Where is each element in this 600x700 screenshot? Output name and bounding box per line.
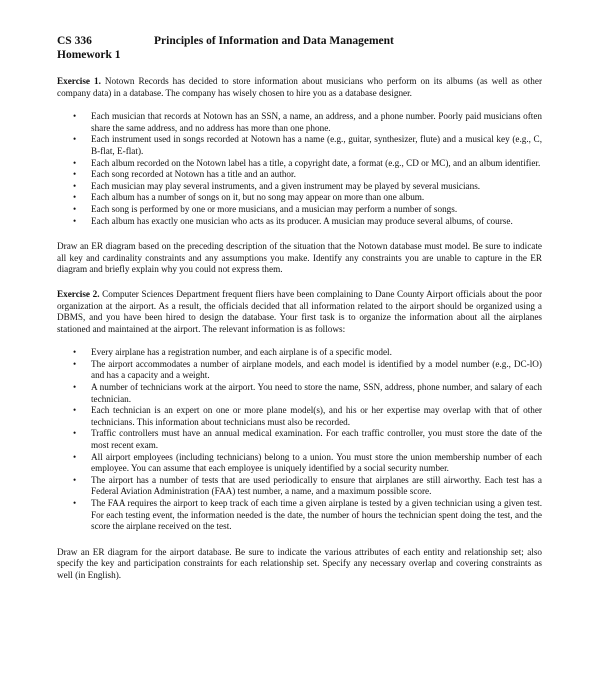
course-code: CS 336 <box>57 35 92 47</box>
list-item: • The airport has a number of tests that are used periodically to ensure that airplanes are still airworthy. Each test has a Federal Aviation Administration (FAA) test number, a name, and a maximum possible score. <box>57 475 542 498</box>
exercise2-intro <box>57 289 542 335</box>
exercise1-task: Draw an ER diagram based on the preceding description of the situation that the Notown database must model. Be sure to indicate all key and cardinality constraints and any assumptions you make. Identify any constraints you are unable to capture in the ER diagram and briefly explain why you could not express them. <box>57 241 542 275</box>
list-item: • Each album has a number of songs on it, but no song may appear on more than one album. <box>57 192 542 204</box>
list-item: • The FAA requires the airport to keep track of each time a given airplane is tested by a given technician using a given test. For each testing event, the information needed is the date, the number of hours the technician spent doing the test, and the score the airplane received on the test. <box>57 498 542 533</box>
list-item: • Traffic controllers must have an annual medical examination. For each traffic controller, you must store the date of the most recent exam. <box>57 428 542 451</box>
list-item: • A number of technicians work at the airport. You need to store the name, SSN, address, phone number, and salary of each technician. <box>57 382 542 405</box>
list-item: • Each song is performed by one or more musicians, and a musician may perform a number of songs. <box>57 204 542 216</box>
list-item: • Every airplane has a registration number, and each airplane is of a specific model. <box>57 347 542 359</box>
exercise1-intro <box>57 76 542 99</box>
list-item: • Each musician may play several instruments, and a given instrument may be played by several musicians. <box>57 181 542 193</box>
list-item: • Each instrument used in songs recorded at Notown has a name (e.g., guitar, synthesizer, flute) and a musical key (e.g., C, B-flat, E-flat). <box>57 134 542 157</box>
exercise1-label: Exercise 1. <box>57 76 101 86</box>
exercise2-task: Draw an ER diagram for the airport database. Be sure to indicate the various attributes of each entity and relationship set; also specify the key and participation constraints for each relationship set. Specify any necessary overlap and covering constraints as well (in English). <box>57 546 542 580</box>
list-item: • Each technician is an expert on one or more plane model(s), and his or her expertise may overlap with that of other technicians. This information about technicians must also be recorded. <box>57 405 542 428</box>
list-item: • Each song recorded at Notown has a title and an author. <box>57 169 542 181</box>
list-item: • Each album has exactly one musician who acts as its producer. A musician may produce several albums, of course. <box>57 216 542 228</box>
exercise2-bullet-list <box>57 347 542 533</box>
exercise2-intro-text: Computer Sciences Department frequent fliers have been complaining to Dane County Airport officials about the poor organization at the airport. As a result, the officials decided that all information related to the airport should be organized using a DBMS, and you have been hired to design the database. Your first task is to organize the information about all the airplanes stationed and maintained at the airport. The relevant information is as follows: <box>57 288 543 334</box>
homework-label: Homework 1 <box>57 49 121 61</box>
list-item: • Each musician that records at Notown has an SSN, a name, an address, and a phone number. Poorly paid musicians often share the same address, and no address has more than one phone. <box>57 111 542 134</box>
exercise2-label: Exercise 2. <box>57 288 100 299</box>
exercise1-intro-text: Notown Records has decided to store information about musicians who perform on its albums (as well as other company data) in a database. The company has wisely chosen to hire you as a database designer. <box>57 76 543 98</box>
exercise1-bullet-list <box>57 111 542 227</box>
list-item: • The airport accommodates a number of airplane models, and each model is identified by a model number (e.g., DC-lO) and has a capacity and a weight. <box>57 359 542 382</box>
document-header <box>57 34 542 64</box>
list-item: • Each album recorded on the Notown label has a title, a copyright date, a format (e.g., CD or MC), and an album identifier. <box>57 158 542 170</box>
course-title: Principles of Information and Data Management <box>154 35 394 47</box>
list-item: • All airport employees (including technicians) belong to a union. You must store the union membership number of each employee. You can assume that each employee is uniquely identified by a social security number. <box>57 452 542 475</box>
